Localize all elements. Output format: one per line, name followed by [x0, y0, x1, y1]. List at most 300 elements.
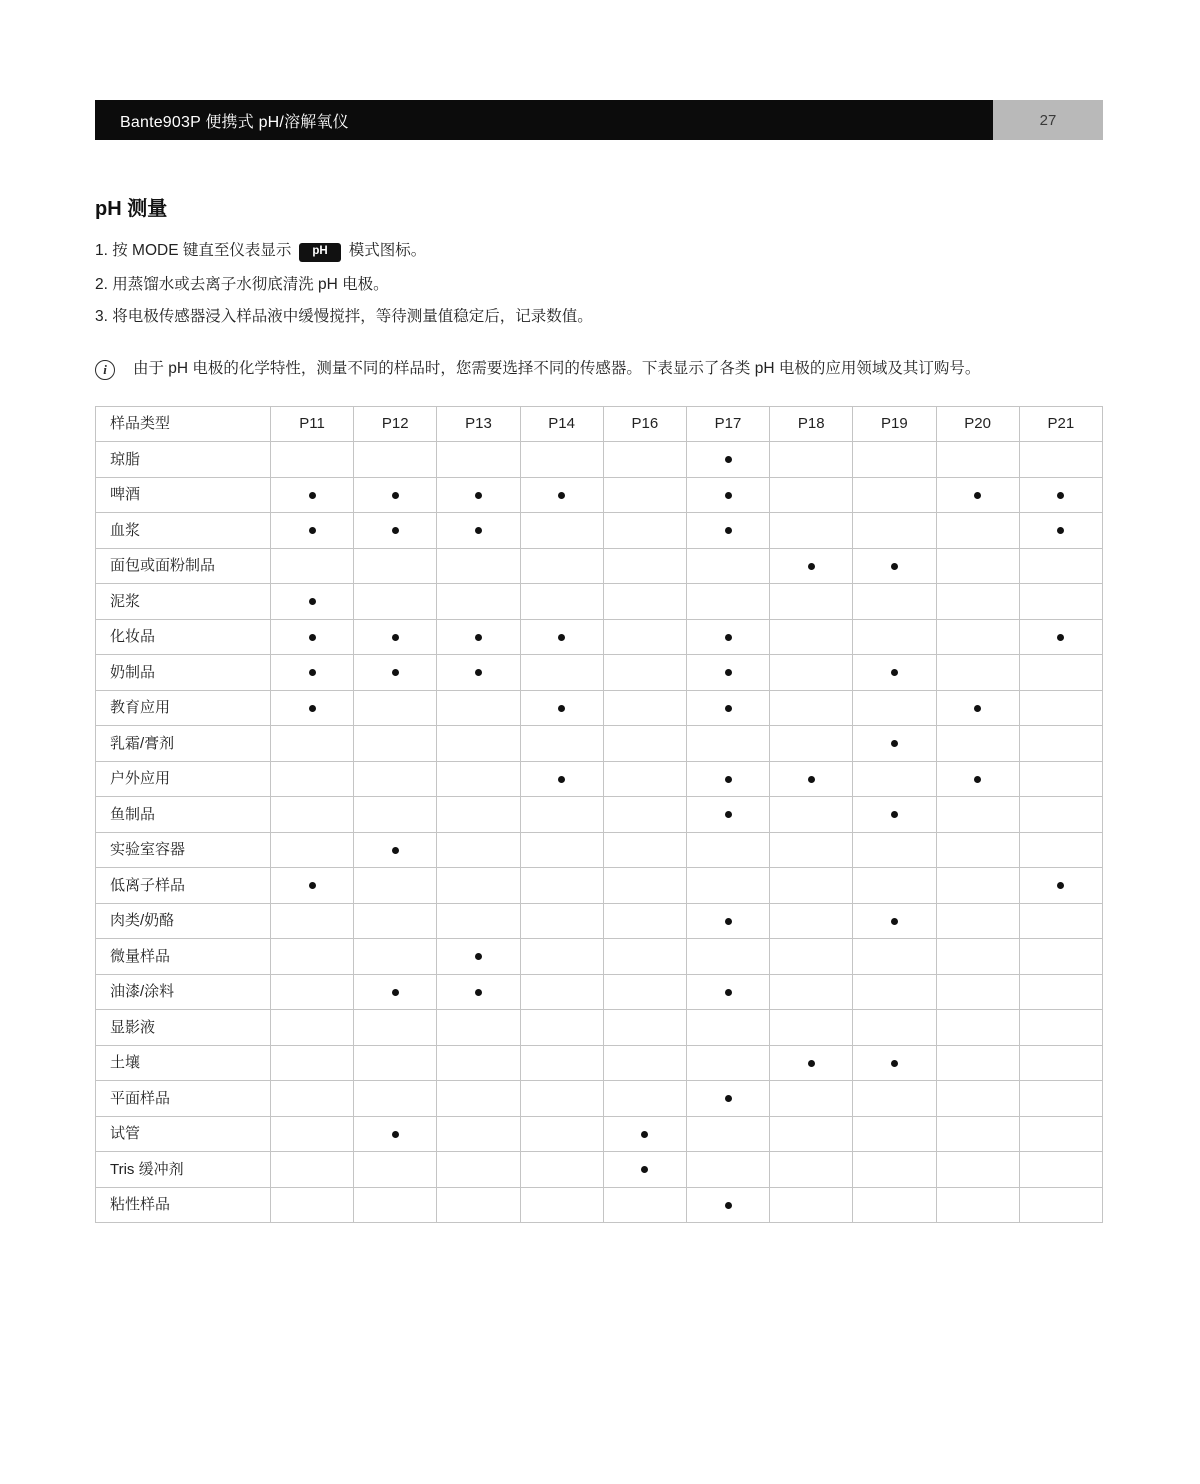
empty-cell — [936, 726, 1019, 762]
empty-cell — [770, 939, 853, 975]
sample-type-cell: Tris 缓冲剂 — [96, 1152, 271, 1188]
table-row — [96, 690, 1103, 726]
dot-marker — [475, 492, 482, 499]
empty-cell — [853, 939, 936, 975]
empty-cell — [686, 939, 769, 975]
dot-marker — [725, 1095, 732, 1102]
empty-cell — [853, 619, 936, 655]
empty-cell — [770, 1187, 853, 1223]
sample-type-cell: 教育应用 — [96, 690, 271, 726]
empty-cell — [1019, 1116, 1102, 1152]
dot-marker — [725, 989, 732, 996]
table-header-row — [96, 406, 1103, 442]
dot-cell-P13 — [437, 619, 520, 655]
empty-cell — [271, 939, 354, 975]
empty-cell — [936, 1010, 1019, 1046]
empty-cell — [520, 939, 603, 975]
dot-marker — [558, 634, 565, 641]
dot-cell-P11 — [271, 868, 354, 904]
empty-cell — [936, 655, 1019, 691]
column-header-P18: P18 — [770, 406, 853, 442]
empty-cell — [437, 1045, 520, 1081]
empty-cell — [603, 903, 686, 939]
empty-cell — [770, 584, 853, 620]
empty-cell — [520, 1045, 603, 1081]
dot-cell-P17 — [686, 797, 769, 833]
empty-cell — [1019, 584, 1102, 620]
sample-type-cell: 奶制品 — [96, 655, 271, 691]
empty-cell — [770, 903, 853, 939]
dot-cell-P16 — [603, 1152, 686, 1188]
dot-cell-P20 — [936, 761, 1019, 797]
dot-cell-P14 — [520, 619, 603, 655]
empty-cell — [520, 584, 603, 620]
empty-cell — [354, 1045, 437, 1081]
step-1 — [95, 241, 1103, 262]
empty-cell — [603, 1045, 686, 1081]
empty-cell — [354, 903, 437, 939]
empty-cell — [686, 868, 769, 904]
empty-cell — [437, 1116, 520, 1152]
empty-cell — [520, 513, 603, 549]
empty-cell — [520, 726, 603, 762]
empty-cell — [603, 974, 686, 1010]
empty-cell — [437, 797, 520, 833]
empty-cell — [770, 1116, 853, 1152]
sample-type-cell: 面包或面粉制品 — [96, 548, 271, 584]
sample-type-cell: 琼脂 — [96, 442, 271, 478]
dot-cell-P14 — [520, 477, 603, 513]
empty-cell — [936, 797, 1019, 833]
sample-type-cell: 显影液 — [96, 1010, 271, 1046]
step-3: 3. 将电极传感器浸入样品液中缓慢搅拌，等待测量值稳定后，记录数值。 — [95, 308, 593, 326]
page-header — [95, 100, 1103, 140]
sample-type-cell: 试管 — [96, 1116, 271, 1152]
page-content — [95, 192, 1103, 1223]
sample-type-cell: 户外应用 — [96, 761, 271, 797]
empty-cell — [603, 1187, 686, 1223]
dot-cell-P17 — [686, 655, 769, 691]
dot-marker — [392, 634, 399, 641]
document-title: Bante903P 便携式 pH/溶解氧仪 — [95, 100, 993, 140]
empty-cell — [520, 1081, 603, 1117]
empty-cell — [437, 761, 520, 797]
table-row — [96, 868, 1103, 904]
dot-marker — [891, 918, 898, 925]
table-row — [96, 1081, 1103, 1117]
empty-cell — [271, 1116, 354, 1152]
sample-type-cell: 乳霜/膏剂 — [96, 726, 271, 762]
sample-type-cell: 微量样品 — [96, 939, 271, 975]
dot-marker — [475, 669, 482, 676]
empty-cell — [1019, 1152, 1102, 1188]
empty-cell — [271, 442, 354, 478]
empty-cell — [520, 1010, 603, 1046]
empty-cell — [520, 1152, 603, 1188]
dot-marker — [891, 811, 898, 818]
dot-cell-P17 — [686, 1081, 769, 1117]
empty-cell — [1019, 655, 1102, 691]
empty-cell — [936, 974, 1019, 1010]
dot-cell-P12 — [354, 974, 437, 1010]
empty-cell — [853, 1152, 936, 1188]
empty-cell — [437, 1152, 520, 1188]
dot-marker — [974, 492, 981, 499]
empty-cell — [1019, 797, 1102, 833]
dot-marker — [309, 634, 316, 641]
table-row — [96, 1152, 1103, 1188]
dot-cell-P21 — [1019, 619, 1102, 655]
empty-cell — [354, 797, 437, 833]
empty-cell — [271, 1187, 354, 1223]
dot-marker — [1057, 492, 1064, 499]
dot-cell-P19 — [853, 548, 936, 584]
dot-cell-P11 — [271, 477, 354, 513]
dot-marker — [392, 847, 399, 854]
table-row — [96, 1116, 1103, 1152]
dot-cell-P11 — [271, 584, 354, 620]
dot-cell-P21 — [1019, 513, 1102, 549]
dot-marker — [392, 1131, 399, 1138]
dot-cell-P13 — [437, 939, 520, 975]
dot-marker — [725, 811, 732, 818]
empty-cell — [853, 1010, 936, 1046]
empty-cell — [770, 1152, 853, 1188]
table-row — [96, 832, 1103, 868]
empty-cell — [603, 1010, 686, 1046]
empty-cell — [520, 868, 603, 904]
table-row — [96, 548, 1103, 584]
dot-cell-P17 — [686, 619, 769, 655]
empty-cell — [853, 868, 936, 904]
empty-cell — [271, 548, 354, 584]
empty-cell — [603, 726, 686, 762]
info-icon: i — [95, 360, 115, 380]
table-row — [96, 477, 1103, 513]
table-row — [96, 513, 1103, 549]
empty-cell — [271, 1081, 354, 1117]
table-row — [96, 761, 1103, 797]
empty-cell — [603, 513, 686, 549]
empty-cell — [437, 1187, 520, 1223]
dot-cell-P12 — [354, 655, 437, 691]
empty-cell — [603, 477, 686, 513]
empty-cell — [271, 974, 354, 1010]
dot-marker — [558, 705, 565, 712]
empty-cell — [936, 1045, 1019, 1081]
empty-cell — [520, 1116, 603, 1152]
sample-type-cell: 泥浆 — [96, 584, 271, 620]
empty-cell — [1019, 442, 1102, 478]
empty-cell — [1019, 726, 1102, 762]
dot-cell-P17 — [686, 1187, 769, 1223]
empty-cell — [520, 548, 603, 584]
empty-cell — [1019, 974, 1102, 1010]
empty-cell — [603, 690, 686, 726]
empty-cell — [354, 1187, 437, 1223]
sample-type-cell: 实验室容器 — [96, 832, 271, 868]
empty-cell — [770, 1010, 853, 1046]
dot-marker — [475, 953, 482, 960]
empty-cell — [437, 868, 520, 904]
empty-cell — [936, 442, 1019, 478]
sample-type-cell: 粘性样品 — [96, 1187, 271, 1223]
dot-marker — [1057, 527, 1064, 534]
dot-marker — [309, 669, 316, 676]
empty-cell — [936, 584, 1019, 620]
table-row — [96, 797, 1103, 833]
dot-marker — [891, 669, 898, 676]
empty-cell — [686, 548, 769, 584]
sample-type-cell: 肉类/奶酪 — [96, 903, 271, 939]
sample-type-cell: 血浆 — [96, 513, 271, 549]
dot-cell-P11 — [271, 619, 354, 655]
dot-cell-P18 — [770, 548, 853, 584]
dot-marker — [309, 705, 316, 712]
dot-marker — [475, 527, 482, 534]
empty-cell — [271, 1045, 354, 1081]
empty-cell — [354, 1081, 437, 1117]
page-number: 27 — [993, 100, 1103, 140]
empty-cell — [936, 903, 1019, 939]
empty-cell — [271, 832, 354, 868]
empty-cell — [853, 442, 936, 478]
dot-cell-P16 — [603, 1116, 686, 1152]
empty-cell — [354, 868, 437, 904]
empty-cell — [770, 619, 853, 655]
empty-cell — [853, 761, 936, 797]
empty-cell — [936, 548, 1019, 584]
empty-cell — [770, 690, 853, 726]
step-1-suffix: 模式图标。 — [348, 242, 427, 259]
dot-marker — [808, 1060, 815, 1067]
dot-marker — [725, 669, 732, 676]
empty-cell — [437, 903, 520, 939]
empty-cell — [770, 974, 853, 1010]
empty-cell — [354, 442, 437, 478]
dot-marker — [392, 669, 399, 676]
empty-cell — [936, 868, 1019, 904]
dot-marker — [392, 527, 399, 534]
dot-marker — [725, 1202, 732, 1209]
empty-cell — [520, 797, 603, 833]
empty-cell — [853, 1187, 936, 1223]
empty-cell — [603, 939, 686, 975]
empty-cell — [1019, 690, 1102, 726]
empty-cell — [354, 1152, 437, 1188]
empty-cell — [686, 1152, 769, 1188]
dot-cell-P14 — [520, 690, 603, 726]
empty-cell — [686, 584, 769, 620]
dot-marker — [309, 492, 316, 499]
table-row — [96, 1045, 1103, 1081]
dot-cell-P11 — [271, 513, 354, 549]
dot-marker — [309, 882, 316, 889]
empty-cell — [437, 1010, 520, 1046]
empty-cell — [686, 832, 769, 868]
dot-cell-P19 — [853, 797, 936, 833]
column-header-P17: P17 — [686, 406, 769, 442]
dot-cell-P17 — [686, 974, 769, 1010]
dot-cell-P14 — [520, 761, 603, 797]
dot-marker — [725, 456, 732, 463]
empty-cell — [520, 903, 603, 939]
empty-cell — [437, 548, 520, 584]
table-row — [96, 1187, 1103, 1223]
empty-cell — [1019, 1187, 1102, 1223]
empty-cell — [853, 974, 936, 1010]
empty-cell — [936, 1187, 1019, 1223]
dot-marker — [725, 527, 732, 534]
empty-cell — [936, 619, 1019, 655]
empty-cell — [520, 832, 603, 868]
column-header-sample-type: 样品类型 — [96, 406, 271, 442]
empty-cell — [1019, 939, 1102, 975]
dot-cell-P13 — [437, 655, 520, 691]
dot-cell-P17 — [686, 903, 769, 939]
dot-marker — [392, 492, 399, 499]
sample-type-cell: 鱼制品 — [96, 797, 271, 833]
empty-cell — [770, 655, 853, 691]
dot-marker — [309, 527, 316, 534]
empty-cell — [603, 442, 686, 478]
empty-cell — [603, 761, 686, 797]
empty-cell — [437, 1081, 520, 1117]
dot-marker — [808, 776, 815, 783]
dot-marker — [1057, 634, 1064, 641]
section-title: pH 测量 — [95, 198, 168, 220]
dot-marker — [725, 918, 732, 925]
sample-type-cell: 低离子样品 — [96, 868, 271, 904]
dot-cell-P21 — [1019, 477, 1102, 513]
sample-type-cell: 化妆品 — [96, 619, 271, 655]
dot-marker — [974, 705, 981, 712]
empty-cell — [271, 726, 354, 762]
empty-cell — [603, 1081, 686, 1117]
dot-marker — [725, 776, 732, 783]
sensor-selection-note — [95, 359, 1103, 380]
dot-marker — [891, 563, 898, 570]
dot-cell-P17 — [686, 442, 769, 478]
empty-cell — [1019, 761, 1102, 797]
dot-marker — [808, 563, 815, 570]
table-row — [96, 619, 1103, 655]
sample-type-cell: 平面样品 — [96, 1081, 271, 1117]
dot-cell-P19 — [853, 903, 936, 939]
table-row — [96, 1010, 1103, 1046]
empty-cell — [936, 832, 1019, 868]
empty-cell — [770, 797, 853, 833]
dot-marker — [891, 740, 898, 747]
dot-cell-P13 — [437, 477, 520, 513]
empty-cell — [770, 513, 853, 549]
note-text: 由于 pH 电极的化学特性，测量不同的样品时，您需要选择不同的传感器。下表显示了各类 pH 电极的应用领域及其订购号。 — [133, 359, 981, 377]
column-header-P16: P16 — [603, 406, 686, 442]
empty-cell — [853, 584, 936, 620]
sample-type-cell: 啤酒 — [96, 477, 271, 513]
empty-cell — [770, 726, 853, 762]
dot-marker — [725, 705, 732, 712]
empty-cell — [271, 761, 354, 797]
dot-cell-P17 — [686, 513, 769, 549]
table-row — [96, 655, 1103, 691]
dot-cell-P13 — [437, 974, 520, 1010]
empty-cell — [271, 797, 354, 833]
ph-mode-badge: pH — [299, 243, 340, 262]
empty-cell — [271, 903, 354, 939]
empty-cell — [437, 690, 520, 726]
empty-cell — [354, 584, 437, 620]
dot-marker — [725, 634, 732, 641]
empty-cell — [354, 548, 437, 584]
empty-cell — [437, 584, 520, 620]
empty-cell — [936, 939, 1019, 975]
empty-cell — [853, 1116, 936, 1152]
dot-cell-P19 — [853, 655, 936, 691]
empty-cell — [936, 1081, 1019, 1117]
step-1-text: 1. 按 MODE 键直至仪表显示 — [95, 242, 292, 259]
empty-cell — [520, 655, 603, 691]
empty-cell — [686, 1010, 769, 1046]
empty-cell — [770, 832, 853, 868]
empty-cell — [354, 761, 437, 797]
table-row — [96, 584, 1103, 620]
column-header-P14: P14 — [520, 406, 603, 442]
empty-cell — [354, 1010, 437, 1046]
table-row — [96, 903, 1103, 939]
empty-cell — [603, 832, 686, 868]
dot-marker — [641, 1131, 648, 1138]
empty-cell — [437, 832, 520, 868]
dot-cell-P20 — [936, 690, 1019, 726]
empty-cell — [1019, 832, 1102, 868]
dot-marker — [891, 1060, 898, 1067]
dot-cell-P12 — [354, 832, 437, 868]
dot-cell-P12 — [354, 477, 437, 513]
empty-cell — [853, 477, 936, 513]
empty-cell — [1019, 1045, 1102, 1081]
empty-cell — [271, 1010, 354, 1046]
dot-cell-P18 — [770, 1045, 853, 1081]
empty-cell — [354, 690, 437, 726]
dot-marker — [974, 776, 981, 783]
dot-cell-P13 — [437, 513, 520, 549]
dot-cell-P11 — [271, 690, 354, 726]
empty-cell — [520, 442, 603, 478]
empty-cell — [853, 690, 936, 726]
empty-cell — [770, 1081, 853, 1117]
empty-cell — [603, 868, 686, 904]
empty-cell — [520, 1187, 603, 1223]
empty-cell — [770, 477, 853, 513]
empty-cell — [354, 939, 437, 975]
dot-cell-P17 — [686, 477, 769, 513]
dot-marker — [309, 598, 316, 605]
empty-cell — [603, 655, 686, 691]
empty-cell — [437, 442, 520, 478]
empty-cell — [603, 619, 686, 655]
empty-cell — [1019, 1010, 1102, 1046]
table-row — [96, 974, 1103, 1010]
dot-marker — [641, 1166, 648, 1173]
dot-cell-P21 — [1019, 868, 1102, 904]
empty-cell — [1019, 1081, 1102, 1117]
column-header-P12: P12 — [354, 406, 437, 442]
empty-cell — [853, 513, 936, 549]
dot-cell-P20 — [936, 477, 1019, 513]
dot-cell-P19 — [853, 1045, 936, 1081]
dot-marker — [558, 776, 565, 783]
